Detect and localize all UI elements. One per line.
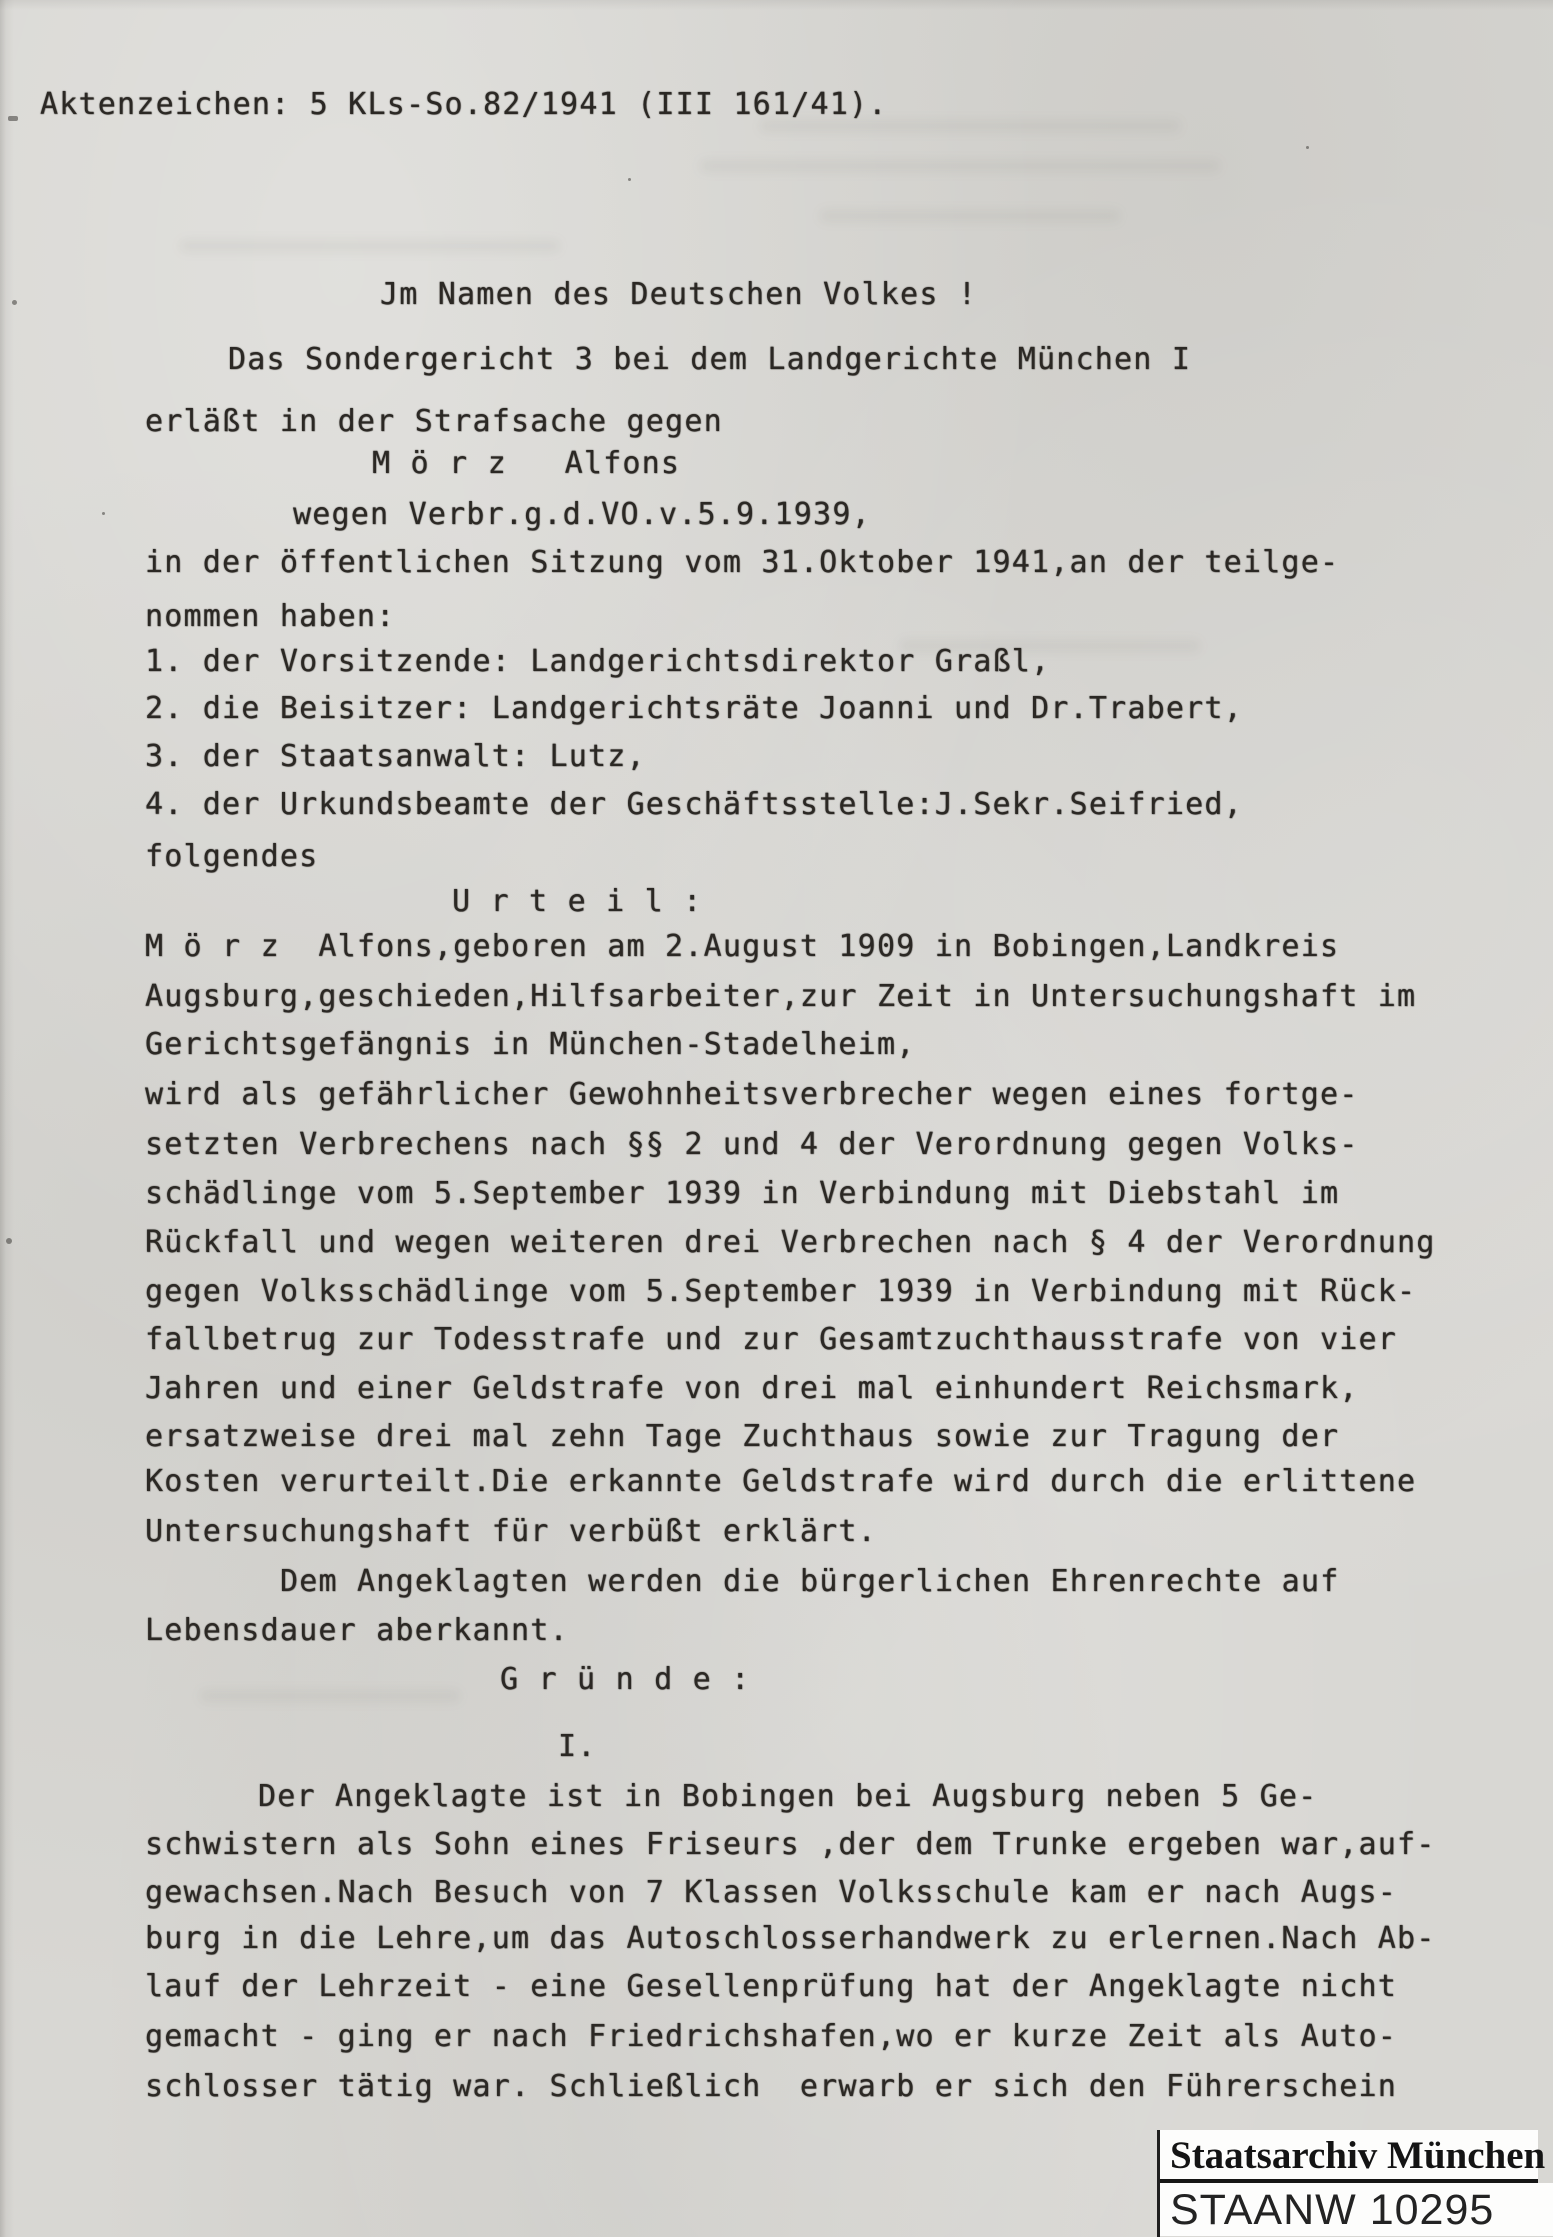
- archive-stamp-name: Staatsarchiv München: [1160, 2130, 1538, 2183]
- archive-stamp: [1157, 2130, 1553, 2237]
- strafsache-line: erläßt in der Strafsache gegen: [145, 404, 723, 439]
- verdict-line: Augsburg,geschieden,Hilfsarbeiter,zur Zeit in Untersuchungshaft im: [145, 979, 1417, 1014]
- participant-line: 3. der Staatsanwalt: Lutz,: [145, 739, 646, 774]
- session-line-cont: nommen haben:: [145, 599, 396, 634]
- defendant-name: M ö r z Alfons: [372, 446, 681, 481]
- folgendes-line: folgendes: [145, 839, 319, 874]
- paper-speck: [1306, 146, 1309, 149]
- session-line: in der öffentlichen Sitzung vom 31.Oktober 1941,an der teilge-: [145, 545, 1340, 580]
- participant-line: 1. der Vorsitzende: Landgerichtsdirektor Graßl,: [145, 644, 1051, 679]
- verdict-line: M ö r z Alfons,geboren am 2.August 1909 in Bobingen,Landkreis: [145, 929, 1340, 964]
- reasons-line: gewachsen.Nach Besuch von 7 Klassen Volksschule kam er nach Augs-: [145, 1875, 1397, 1910]
- verdict-line: ersatzweise drei mal zehn Tage Zuchthaus sowie zur Tragung der: [145, 1419, 1340, 1454]
- paper-speck: [628, 178, 631, 181]
- heading-gruende: G r ü n d e :: [500, 1662, 751, 1697]
- section-numeral: I.: [558, 1729, 597, 1764]
- paper-speck: [6, 1238, 12, 1244]
- verdict-line: Rückfall und wegen weiteren drei Verbrechen nach § 4 der Verordnung: [145, 1225, 1436, 1260]
- participant-line: 4. der Urkundsbeamte der Geschäftsstelle:J.Sekr.Seifried,: [145, 787, 1243, 822]
- reasons-line: gemacht - ging er nach Friedrichshafen,wo er kurze Zeit als Auto-: [145, 2019, 1397, 2054]
- reasons-line: burg in die Lehre,um das Autoschlosserhandwerk zu erlernen.Nach Ab-: [145, 1921, 1436, 1956]
- bleed-through-mark: [820, 210, 1120, 222]
- offense-line: wegen Verbr.g.d.VO.v.5.9.1939,: [293, 497, 871, 532]
- court-line: Das Sondergericht 3 bei dem Landgerichte München I: [228, 342, 1192, 377]
- verdict-line: Dem Angeklagten werden die bürgerlichen Ehrenrechte auf: [280, 1564, 1340, 1599]
- bleed-through-mark: [700, 160, 1220, 172]
- heading-proclamation: Jm Namen des Deutschen Volkes !: [380, 277, 978, 312]
- archive-stamp-id: STAANW 10295: [1160, 2183, 1553, 2236]
- verdict-line: schädlinge vom 5.September 1939 in Verbindung mit Diebstahl im: [145, 1176, 1340, 1211]
- paper-speck: [12, 300, 17, 305]
- reasons-line: schwistern als Sohn eines Friseurs ,der dem Trunke ergeben war,auf-: [145, 1827, 1436, 1862]
- paper-speck: [8, 116, 18, 121]
- reasons-line: schlosser tätig war. Schließlich erwarb er sich den Führerschein: [145, 2069, 1397, 2104]
- verdict-line: setzten Verbrechens nach §§ 2 und 4 der Verordnung gegen Volks-: [145, 1127, 1359, 1162]
- reasons-line: Der Angeklagte ist in Bobingen bei Augsburg neben 5 Ge-: [258, 1779, 1318, 1814]
- verdict-line: gegen Volksschädlinge vom 5.September 1939 in Verbindung mit Rück-: [145, 1274, 1417, 1309]
- verdict-line: Lebensdauer aberkannt.: [145, 1613, 569, 1648]
- reasons-line: lauf der Lehrzeit - eine Gesellenprüfung hat der Angeklagte nicht: [145, 1969, 1397, 2004]
- verdict-line: Gerichtsgefängnis in München-Stadelheim,: [145, 1027, 916, 1062]
- verdict-line: Kosten verurteilt.Die erkannte Geldstrafe wird durch die erlittene: [145, 1464, 1417, 1499]
- verdict-line: Jahren und einer Geldstrafe von drei mal einhundert Reichsmark,: [145, 1371, 1359, 1406]
- verdict-line: wird als gefährlicher Gewohnheitsverbrecher wegen eines fortge-: [145, 1077, 1359, 1112]
- verdict-line: Untersuchungshaft für verbüßt erklärt.: [145, 1514, 877, 1549]
- verdict-line: fallbetrug zur Todesstrafe und zur Gesamtzuchthausstrafe von vier: [145, 1322, 1397, 1357]
- participant-line: 2. die Beisitzer: Landgerichtsräte Joanni und Dr.Trabert,: [145, 691, 1243, 726]
- heading-urteil: U r t e i l :: [452, 884, 703, 919]
- bleed-through-mark: [200, 1690, 460, 1702]
- bleed-through-mark: [180, 240, 560, 252]
- case-reference: Aktenzeichen: 5 KLs-So.82/1941 (III 161/41).: [40, 87, 888, 122]
- paper-speck: [102, 512, 105, 515]
